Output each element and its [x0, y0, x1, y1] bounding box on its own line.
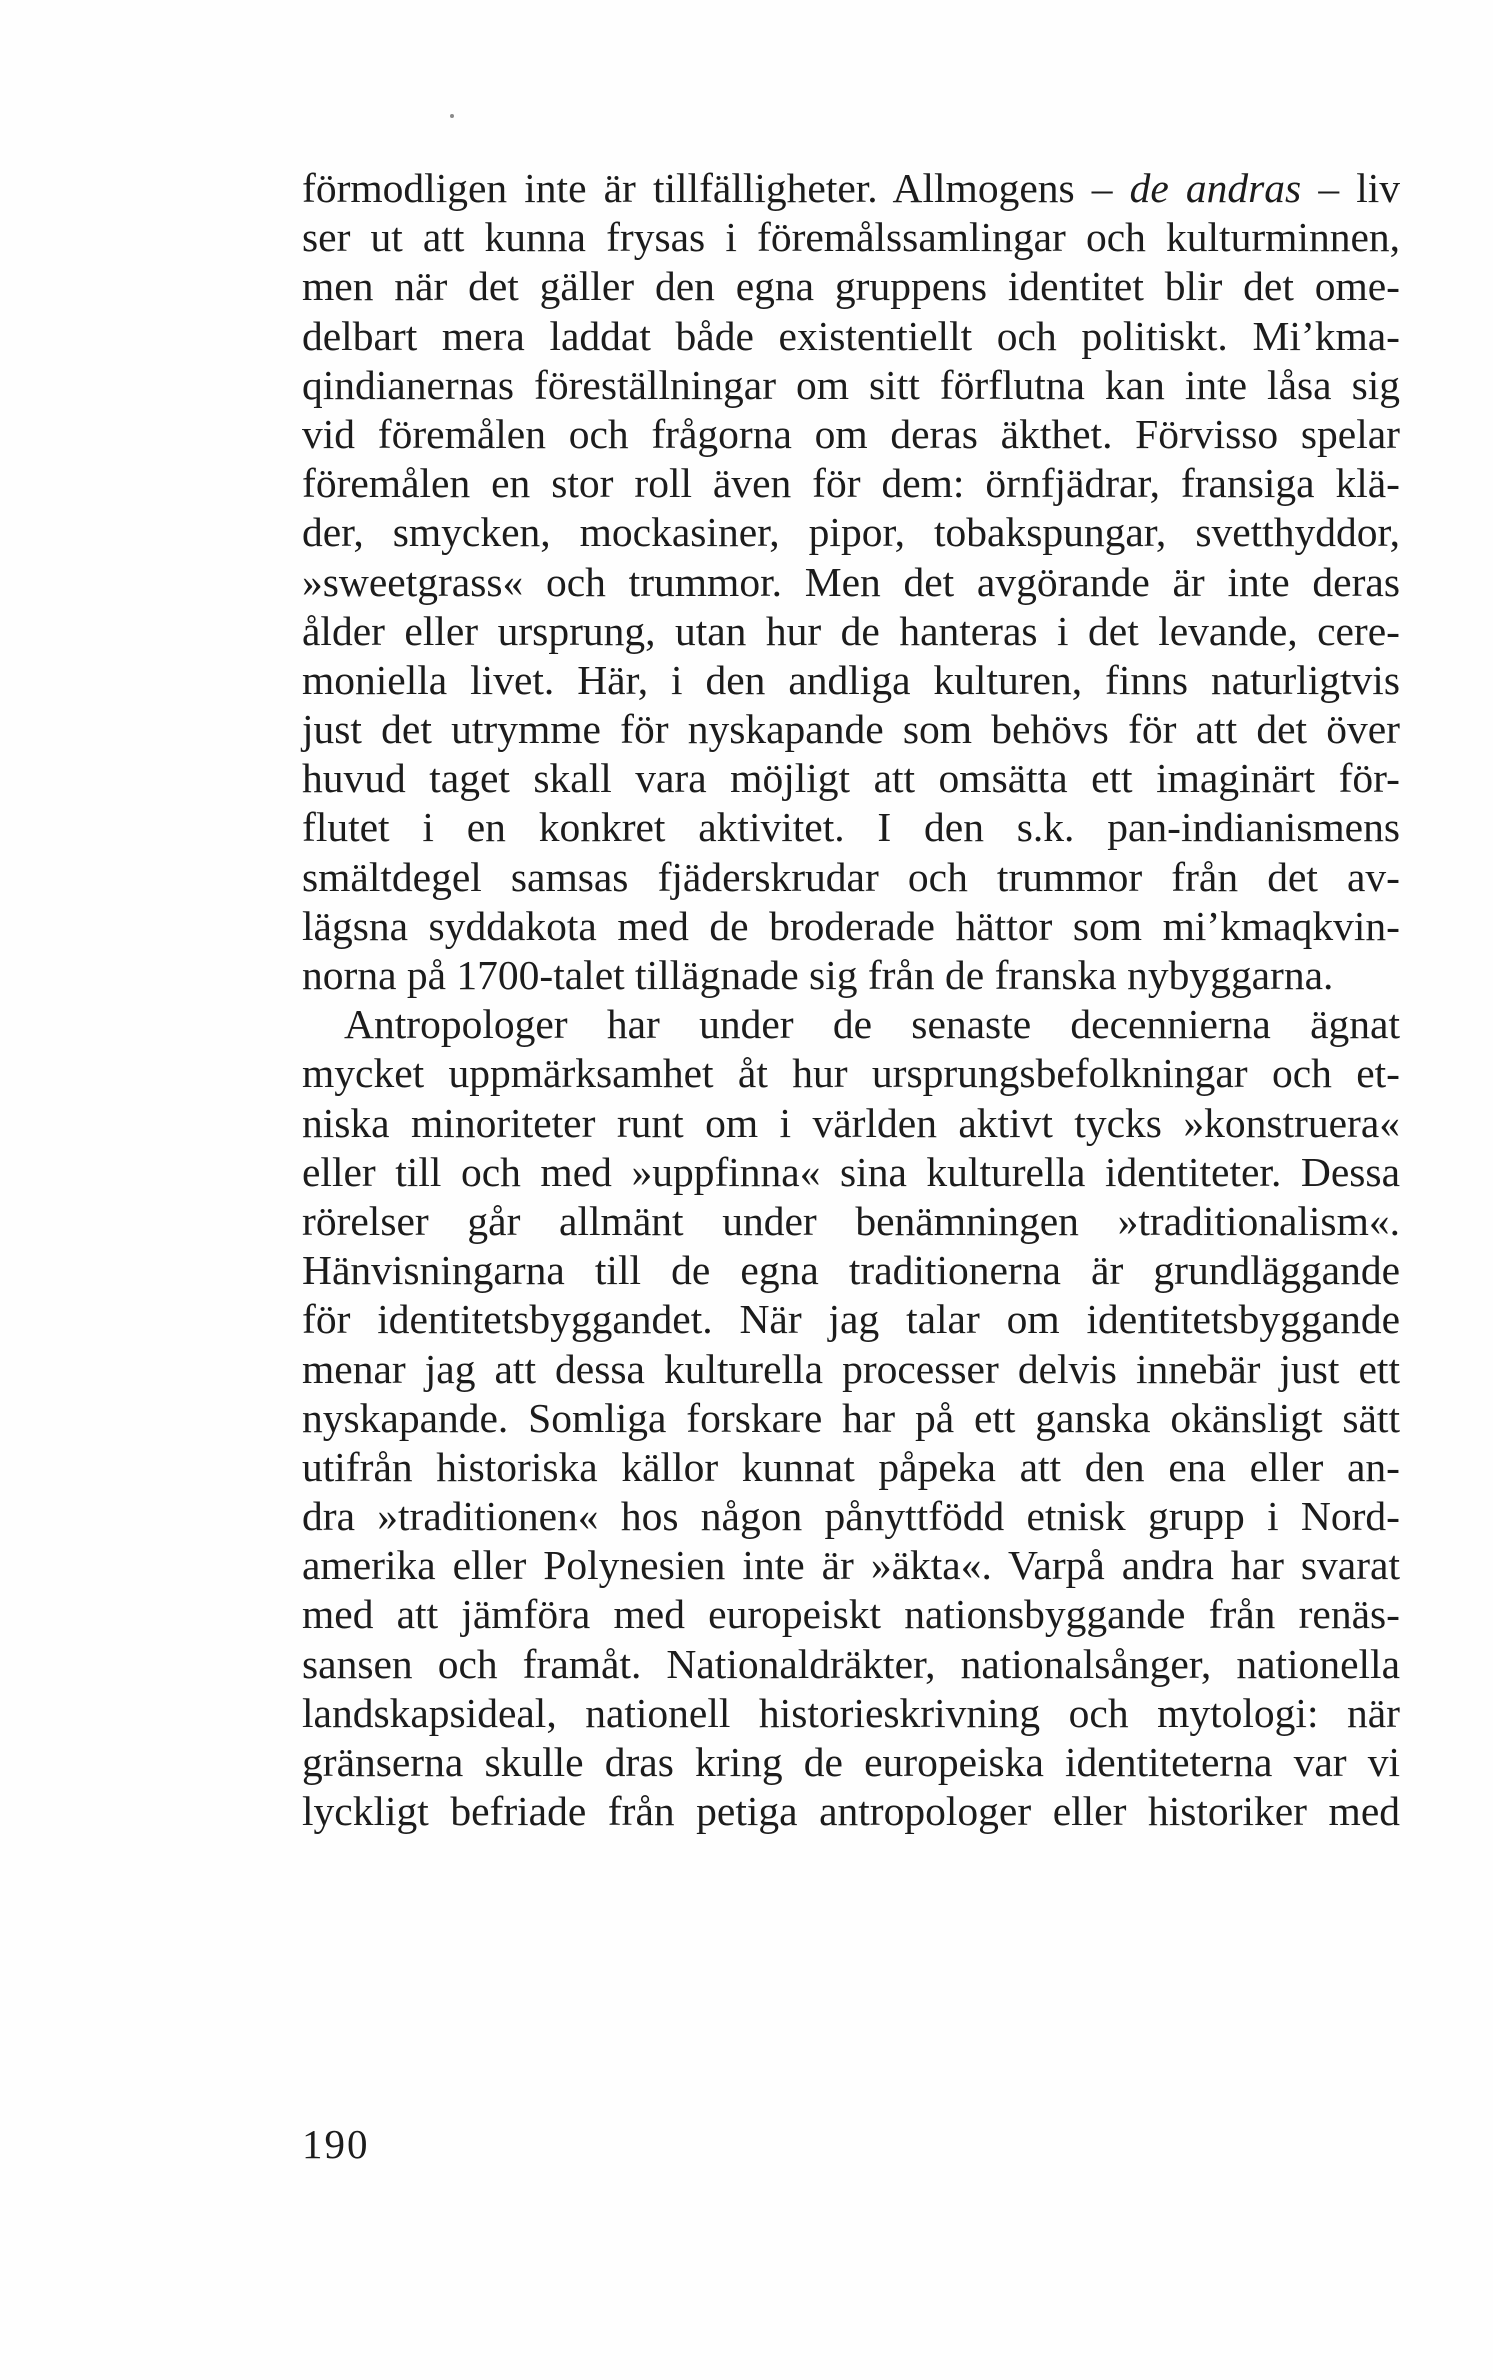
text-line: gränserna skulle dras kring de europeiska identiteterna var vi — [302, 1739, 1400, 1785]
text-line: Hänvisningarna till de egna traditionerna är grundläggande — [302, 1247, 1400, 1294]
text-line: landskapsideal, nationell historieskrivning och mytologi: när — [302, 1689, 1400, 1736]
text-line: men när det gäller den egna gruppens identitet blir det ome- — [302, 263, 1400, 310]
text-line: lägsna syddakota med de broderade hättor som mi’kmaqkvin- — [302, 902, 1400, 949]
text-line: dra »traditionen« hos någon pånyttfödd etnisk grupp i Nord- — [302, 1493, 1400, 1540]
text-line: sansen och framåt. Nationaldräkter, nationalsånger, nationella — [302, 1640, 1400, 1687]
text-line: norna på 1700-talet tillägnade sig från de franska nybyggarna. — [302, 952, 1334, 998]
text-line: qindianernas föreställningar om sitt förflutna kan inte låsa sig — [302, 361, 1400, 408]
text-line: menar jag att dessa kulturella processer delvis innebär just ett — [302, 1345, 1400, 1392]
text-line: med att jämföra med europeiskt nationsbyggande från renäs- — [302, 1591, 1400, 1638]
text-line: »sweetgrass« och trummor. Men det avgörande är inte deras — [302, 558, 1400, 605]
text-line: utifrån historiska källor kunnat påpeka att den ena eller an- — [302, 1443, 1400, 1490]
text-line: flutet i en konkret aktivitet. I den s.k. pan-indianismens — [302, 804, 1400, 851]
text-line: smältdegel samsas fjäderskrudar och trummor från det av- — [302, 853, 1400, 900]
text-line: huvud taget skall vara möjligt att omsätta ett imaginärt för- — [302, 755, 1400, 802]
text-line: just det utrymme för nyskapande som behövs för att det över — [302, 706, 1400, 753]
text-line: niska minoriteter runt om i världen aktivt tycks »konstruera« — [302, 1099, 1400, 1146]
text-line: för identitetsbyggandet. När jag talar om identitetsbyggande — [302, 1296, 1400, 1343]
text-line: nyskapande. Somliga forskare har på ett ganska okänsligt sätt — [302, 1394, 1400, 1441]
text-line: moniella livet. Här, i den andliga kulturen, finns naturligtvis — [302, 656, 1400, 703]
text-line: lyckligt befriade från petiga antropologer eller historiker med — [302, 1788, 1400, 1835]
text-line: vid föremålen och frågorna om deras äkthet. Förvisso spelar — [302, 410, 1400, 457]
paragraph-1 — [302, 164, 1400, 1000]
page-number: 190 — [302, 2121, 370, 2167]
text-line: mycket uppmärksamhet åt hur ursprungsbefolkningar och et- — [302, 1050, 1400, 1097]
text-line: amerika eller Polynesien inte är »äkta«. Varpå andra har svarat — [302, 1542, 1400, 1589]
text-line: Antropologer har under de senaste decennierna ägnat — [344, 1001, 1400, 1048]
text-line: rörelser går allmänt under benämningen »traditionalism«. — [302, 1197, 1400, 1244]
emphasis: de andras — [1129, 165, 1302, 211]
text-line: föremålen en stor roll även för dem: örnfjädrar, fransiga klä- — [302, 460, 1400, 507]
text-line: ser ut att kunna frysas i föremålssamlingar och kulturminnen, — [302, 214, 1400, 261]
text-line: förmodligen inte är tillfälligheter. Allmogens – de andras – liv — [302, 165, 1401, 211]
body-text — [302, 164, 1400, 1836]
text-line: ålder eller ursprung, utan hur de hanteras i det levande, cere- — [302, 607, 1400, 654]
text-line: delbart mera laddat både existentiellt och politiskt. Mi’kma- — [302, 312, 1400, 359]
print-speck — [450, 114, 454, 118]
text-line: der, smycken, mockasiner, pipor, tobakspungar, svetthyddor, — [302, 509, 1400, 556]
paragraph-2 — [302, 1000, 1400, 1836]
text-line: eller till och med »uppfinna« sina kulturella identiteter. Dessa — [302, 1148, 1400, 1195]
